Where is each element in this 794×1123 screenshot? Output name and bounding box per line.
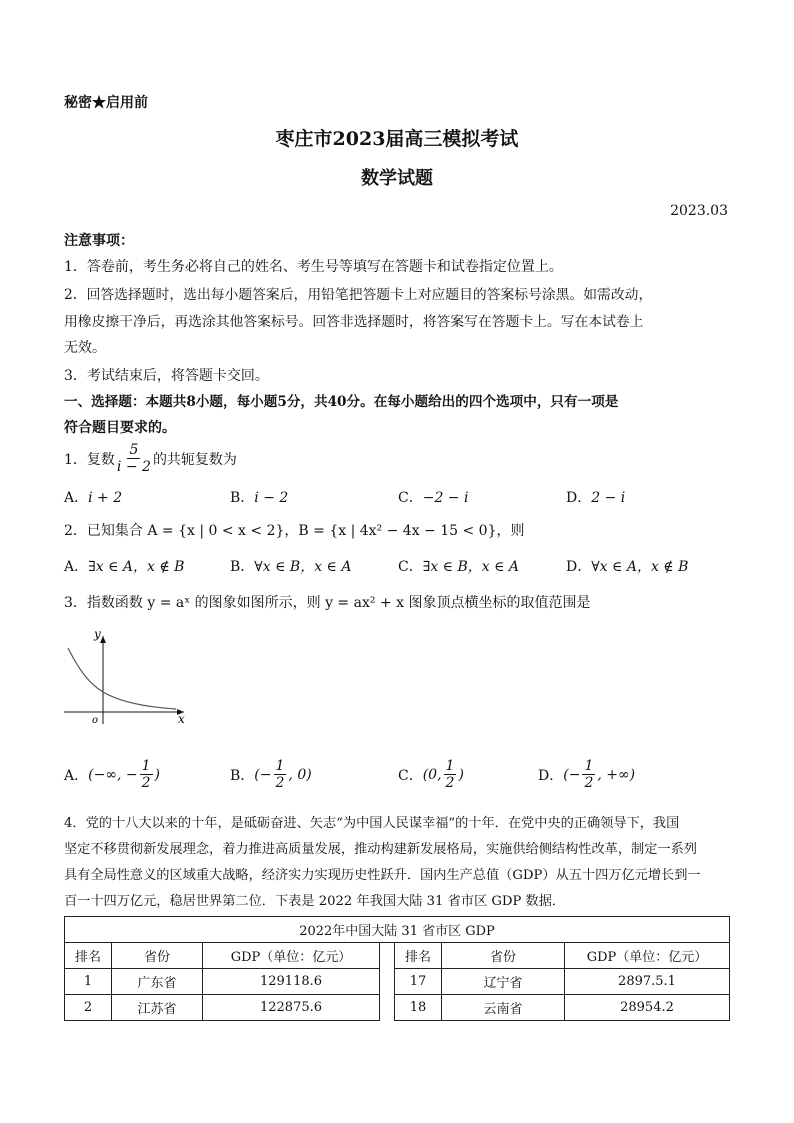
table-cell: 122875.6 xyxy=(203,995,380,1021)
q1-option-d: D．2 − i xyxy=(566,490,626,506)
q1-option-c: C．−2 − i xyxy=(398,490,469,506)
question-4-line-1: 4．党的十八大以来的十年，是砥砺奋进、矢志“为中国人民谋幸福”的十年．在党中央的正确领导下，我国 xyxy=(64,816,680,831)
table-cell: 广东省 xyxy=(112,969,203,995)
note-2-line-2: 用橡皮擦干净后，再选涂其他答案标号。回答非选择题时，将答案写在答题卡上。写在本试卷上 xyxy=(64,314,644,330)
note-2-line-3: 无效。 xyxy=(64,340,106,356)
fraction-denominator: i − 2 xyxy=(116,459,151,475)
note-1: 1．答卷前，考生务必将自己的姓名、考生号等填写在答题卡和试卷指定位置上。 xyxy=(64,259,563,275)
question-3: 3．指数函数 y = aˣ 的图象如图所示，则 y = ax² + x 图象顶点横坐标的取值范围是 xyxy=(64,595,591,611)
header-gdp: GDP（单位：亿元） xyxy=(203,943,380,969)
q1-option-b: B．i − 2 xyxy=(230,490,289,506)
header-rank: 排名 xyxy=(395,943,442,969)
table-cell: 云南省 xyxy=(442,995,565,1021)
table-caption-row xyxy=(65,917,730,943)
exam-title: 枣庄市2023届高三模拟考试 xyxy=(275,128,519,150)
table-cell: 2 xyxy=(65,995,112,1021)
table-gap xyxy=(380,943,395,969)
question-4-line-4: 百一十四万亿元，稳居世界第二位．下表是 2022 年我国大陆 31 省市区 GDP 数据． xyxy=(64,894,566,909)
table-header-row xyxy=(65,943,730,969)
table-gap xyxy=(380,969,395,995)
table-cell: 辽宁省 xyxy=(442,969,565,995)
origin-label: o xyxy=(92,715,99,726)
table-row xyxy=(65,969,730,995)
confidential-mark: 秘密★启用前 xyxy=(64,95,148,111)
table-cell: 1 xyxy=(65,969,112,995)
header-province: 省份 xyxy=(112,943,203,969)
note-3: 3．考试结束后，将答题卡交回。 xyxy=(64,368,269,384)
header-rank: 排名 xyxy=(65,943,112,969)
table-gap xyxy=(380,995,395,1021)
question-4-line-2: 坚定不移贯彻新发展理念，着力推进高质量发展，推动构建新发展格局，实施供给侧结构性改革，制定一系列 xyxy=(64,842,697,857)
note-2-line-1: 2．回答选择题时，选出每小题答案后，用铅笔把答题卡上对应题目的答案标号涂黑。如需改动， xyxy=(64,287,653,303)
question-1-prefix: 1．复数 xyxy=(64,451,115,468)
table-cell: 28954.2 xyxy=(565,995,730,1021)
q2-option-d: D．∀x ∈ A，x ∉ B xyxy=(566,559,689,575)
y-axis-arrow xyxy=(100,636,106,643)
header-province: 省份 xyxy=(442,943,565,969)
question-4-line-3: 具有全局性意义的区域重大战略，经济实力实现历史性跃升．国内生产总值（GDP）从五十四万亿元增长到一 xyxy=(64,868,701,883)
question-1-fraction xyxy=(117,442,151,475)
table-cell: 2897.5.1 xyxy=(565,969,730,995)
question-1 xyxy=(64,442,237,475)
table-cell: 129118.6 xyxy=(203,969,380,995)
table-row xyxy=(65,995,730,1021)
q3-option-c: C． (0, $\frac{1}{2}$ ) xyxy=(398,758,464,791)
q2-option-c: C．∃x ∈ B，x ∈ A xyxy=(398,559,520,575)
header-gdp: GDP（单位：亿元） xyxy=(565,943,730,969)
y-axis-label: y xyxy=(94,627,101,641)
question-1-suffix: 的共轭复数为 xyxy=(152,451,237,468)
table-cell: 17 xyxy=(395,969,442,995)
table-cell: 江苏省 xyxy=(112,995,203,1021)
notes-heading: 注意事项： xyxy=(64,233,134,249)
exam-date: 2023.03 xyxy=(670,203,728,219)
exponential-curve xyxy=(68,648,176,709)
section-1-instruction-line-2: 符合题目要求的。 xyxy=(64,420,176,436)
q3-option-a: A． (−∞, − $\frac{1}{2}$ ) xyxy=(64,758,161,791)
table-cell: 18 xyxy=(395,995,442,1021)
q3-option-b: B． (− $\frac{1}{2}$ , 0) xyxy=(230,758,312,791)
gdp-table xyxy=(64,916,730,1021)
q3-option-d: D． (− $\frac{1}{2}$ , +∞) xyxy=(538,758,636,791)
question-2: 2．已知集合 A = {x | 0 < x < 2}，B = {x | 4x² − 4x − 15 < 0}，则 xyxy=(64,523,525,539)
q1-option-a: A．i + 2 xyxy=(64,490,123,506)
exam-subtitle: 数学试题 xyxy=(361,168,433,189)
q2-option-b: B．∀x ∈ B，x ∈ A xyxy=(230,559,352,575)
table-caption: 2022年中国大陆 31 省市区 GDP xyxy=(65,917,730,943)
section-1-instruction-line-1: 一、选择题：本题共8小题，每小题5分，共40分。在每小题给出的四个选项中，只有一项是 xyxy=(64,394,619,410)
q2-option-a: A．∃x ∈ A，x ∉ B xyxy=(64,559,185,575)
fraction-numerator: 5 xyxy=(129,442,139,458)
x-axis-label: x xyxy=(178,712,185,726)
exponential-graph xyxy=(58,626,198,726)
